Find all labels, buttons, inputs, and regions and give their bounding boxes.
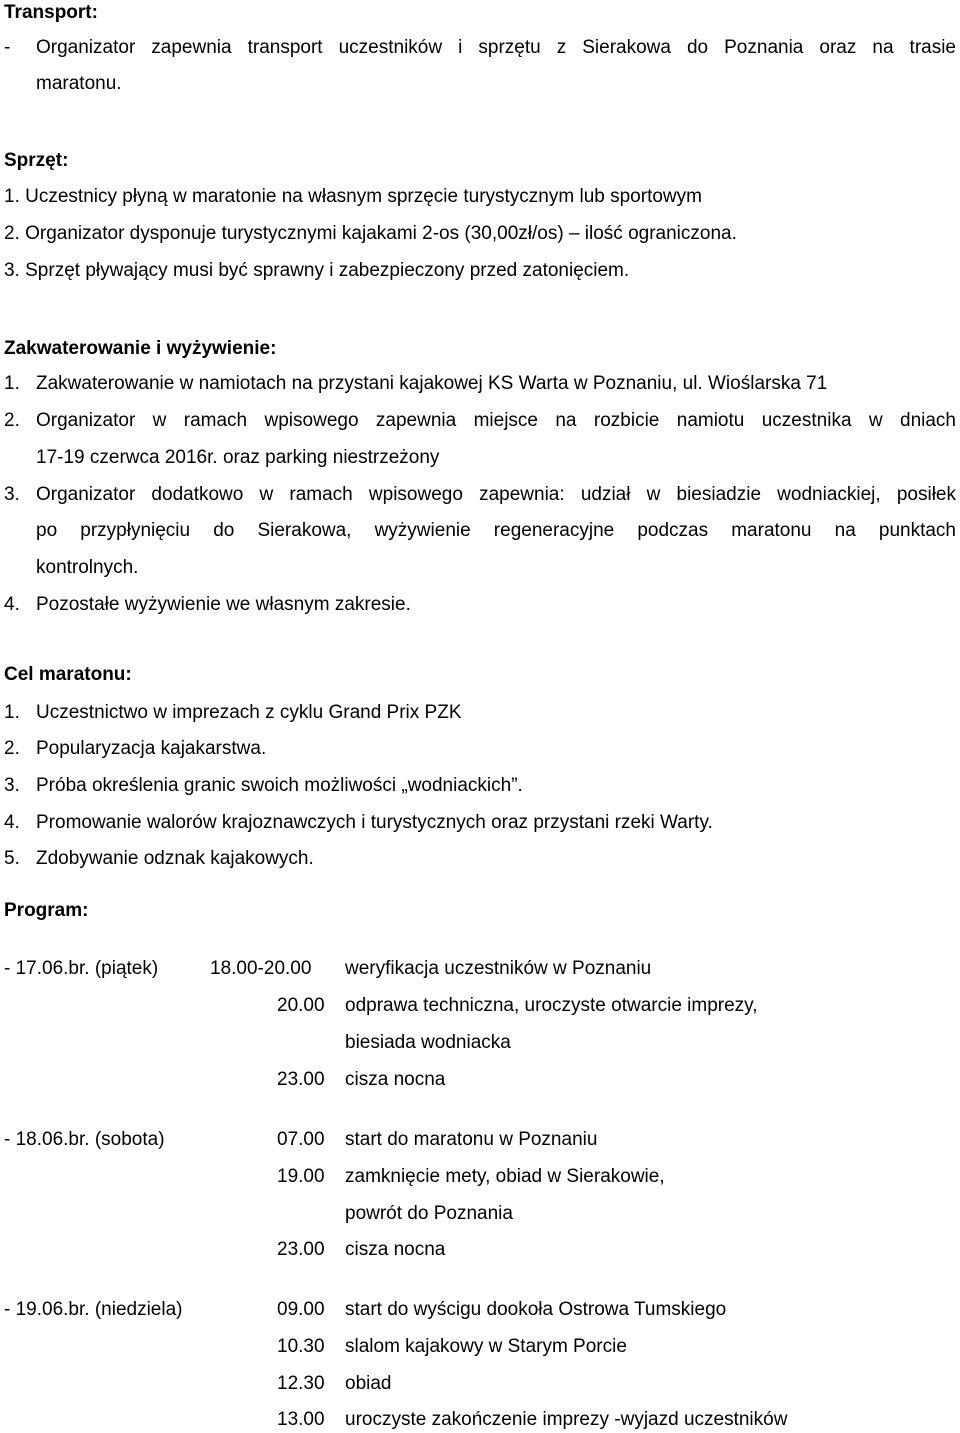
- list-number: 3.: [4, 775, 20, 796]
- list-item: Organizator w ramach wpisowego zapewnia miejsce na rozbicie namiotu uczestnika w dniach: [36, 410, 956, 431]
- program-time: 07.00: [277, 1129, 325, 1150]
- list-number: 4.: [4, 812, 20, 833]
- list-item: Próba określenia granic swoich możliwości „wodniackich”.: [36, 775, 523, 796]
- transport-text-line1: Organizator zapewnia transport uczestników i sprzętu z Sierakowa do Poznania oraz na trasie: [36, 37, 956, 58]
- list-item: Zakwaterowanie w namiotach na przystani kajakowej KS Warta w Poznaniu, ul. Wioślarska 71: [36, 373, 828, 394]
- program-time: 23.00: [277, 1239, 325, 1260]
- list-item-continuation: kontrolnych.: [36, 557, 139, 578]
- section-heading-sprzet: Sprzęt:: [4, 150, 69, 171]
- list-number: 1.: [4, 373, 20, 394]
- program-day-label: - 18.06.br. (sobota): [4, 1129, 165, 1150]
- program-description-continuation: biesiada wodniacka: [345, 1032, 511, 1053]
- list-number: 3.: [4, 484, 20, 505]
- program-description: odprawa techniczna, uroczyste otwarcie imprezy,: [345, 995, 758, 1016]
- section-heading-zakwaterowanie: Zakwaterowanie i wyżywienie:: [4, 338, 277, 359]
- program-description: zamknięcie mety, obiad w Sierakowie,: [345, 1166, 665, 1187]
- program-description: cisza nocna: [345, 1069, 446, 1090]
- list-item: Promowanie walorów krajoznawczych i turystycznych oraz przystani rzeki Warty.: [36, 812, 713, 833]
- list-number: 2.: [4, 738, 20, 759]
- list-item: Organizator dodatkowo w ramach wpisowego zapewnia: udział w biesiadzie wodniackiej, posiłek: [36, 484, 956, 505]
- program-time: 23.00: [277, 1069, 325, 1090]
- list-item: 3. Sprzęt pływający musi być sprawny i zabezpieczony przed zatonięciem.: [4, 260, 630, 281]
- program-day-label: - 17.06.br. (piątek): [4, 958, 159, 979]
- section-heading-program: Program:: [4, 900, 89, 921]
- list-item: Uczestnictwo w imprezach z cyklu Grand Prix PZK: [36, 702, 462, 723]
- section-heading-transport: Transport:: [4, 2, 98, 23]
- program-time: 20.00: [277, 995, 325, 1016]
- program-time: 09.00: [277, 1299, 325, 1320]
- program-description-continuation: powrót do Poznania: [345, 1203, 513, 1224]
- transport-text-line2: maratonu.: [36, 73, 122, 94]
- program-description: cisza nocna: [345, 1239, 446, 1260]
- list-number: 5.: [4, 848, 20, 869]
- program-day-label: - 19.06.br. (niedziela): [4, 1299, 183, 1320]
- list-item: 1. Uczestnicy płyną w maratonie na własnym sprzęcie turystycznym lub sportowym: [4, 186, 702, 207]
- list-item: Popularyzacja kajakarstwa.: [36, 738, 267, 759]
- program-description: slalom kajakowy w Starym Porcie: [345, 1336, 627, 1357]
- program-description: start do wyścigu dookoła Ostrowa Tumskiego: [345, 1299, 727, 1320]
- program-description: obiad: [345, 1373, 392, 1394]
- program-time: 10.30: [277, 1336, 325, 1357]
- list-number: 1.: [4, 702, 20, 723]
- program-time: 18.00-20.00: [210, 958, 312, 979]
- list-item: Zdobywanie odznak kajakowych.: [36, 848, 314, 869]
- program-description: uroczyste zakończenie imprezy -wyjazd uczestników: [345, 1409, 788, 1430]
- list-item-continuation: po przypłynięciu do Sierakowa, wyżywienie regeneracyjne podczas maratonu na punktach: [36, 520, 956, 541]
- list-number: 2.: [4, 410, 20, 431]
- program-time: 12.30: [277, 1373, 325, 1394]
- list-dash: -: [4, 37, 11, 58]
- list-item-continuation: 17-19 czerwca 2016r. oraz parking niestrzeżony: [36, 447, 440, 468]
- section-heading-cel: Cel maratonu:: [4, 664, 132, 685]
- list-item: 2. Organizator dysponuje turystycznymi kajakami 2-os (30,00zł/os) – ilość ograniczona.: [4, 223, 737, 244]
- list-item: Pozostałe wyżywienie we własnym zakresie.: [36, 594, 411, 615]
- program-time: 13.00: [277, 1409, 325, 1430]
- program-description: start do maratonu w Poznaniu: [345, 1129, 598, 1150]
- program-time: 19.00: [277, 1166, 325, 1187]
- list-number: 4.: [4, 594, 20, 615]
- program-description: weryfikacja uczestników w Poznaniu: [345, 958, 652, 979]
